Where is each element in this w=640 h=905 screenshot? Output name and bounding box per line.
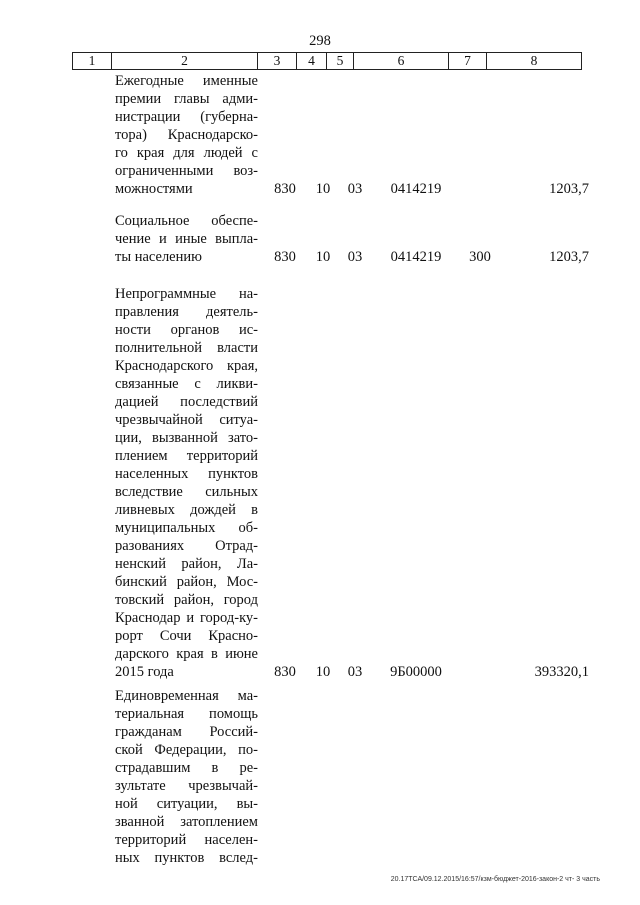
description-line: ты населению — [115, 249, 202, 265]
description-line: дацией последствий — [115, 394, 258, 410]
column-header-3: 3 — [258, 53, 297, 70]
description-line: муниципальных об- — [115, 520, 258, 536]
cell-csr: 9Б00000 — [390, 664, 442, 680]
description-line: Непрограммные на- — [115, 286, 258, 302]
row-description — [115, 212, 258, 266]
description-line: гражданам Россий- — [115, 724, 258, 740]
description-line: тора) Краснодарско- — [115, 127, 258, 143]
description-line: ливневых дождей в — [115, 502, 258, 518]
description-line: бинский район, Мос- — [115, 574, 258, 590]
description-line: связанные с ликви- — [115, 376, 258, 392]
cell-vr: 300 — [469, 249, 491, 265]
description-line: правления деятель- — [115, 304, 258, 320]
description-line: Социальное обеспе- — [115, 213, 258, 229]
cell-ved: 830 — [274, 249, 296, 265]
column-header-6: 6 — [354, 53, 449, 70]
column-header-1: 1 — [73, 53, 112, 70]
description-line: ции, вызванной зато- — [115, 430, 258, 446]
cell-csr: 0414219 — [390, 181, 442, 197]
row-description — [115, 687, 258, 867]
description-line: премии главы адми- — [115, 91, 258, 107]
description-line: ской Федерации, по- — [115, 742, 258, 758]
column-header-4: 4 — [297, 53, 327, 70]
description-line: 2015 года — [115, 664, 174, 680]
description-line: полнительной власти — [115, 340, 258, 356]
description-line: Краснодар и город-ку- — [115, 610, 258, 626]
description-line: Краснодарского края, — [115, 358, 258, 374]
column-header-8: 8 — [487, 53, 582, 70]
column-header-table — [72, 52, 582, 70]
description-line: можностями — [115, 181, 193, 197]
description-line: вследствие сильных — [115, 484, 258, 500]
cell-pr: 03 — [347, 664, 363, 680]
cell-ved: 830 — [274, 664, 296, 680]
cell-ved: 830 — [274, 181, 296, 197]
description-line: Ежегодные именные — [115, 73, 258, 89]
description-line: званной затоплением — [115, 814, 258, 830]
description-line: населенных пунктов — [115, 466, 258, 482]
description-line: разованиях Отрад- — [115, 538, 258, 554]
description-line: зультате чрезвычай- — [115, 778, 258, 794]
description-line: страдавшим в ре- — [115, 760, 258, 776]
description-line: товский район, город — [115, 592, 258, 608]
description-line: чрезвычайной ситуа- — [115, 412, 258, 428]
column-header-2: 2 — [112, 53, 258, 70]
cell-rz: 10 — [315, 181, 331, 197]
description-line: ных пунктов вслед- — [115, 850, 258, 866]
row-description — [115, 285, 258, 681]
description-line: нистрации (губерна- — [115, 109, 258, 125]
cell-pr: 03 — [347, 249, 363, 265]
row-description — [115, 72, 258, 198]
description-line: плением территорий — [115, 448, 258, 464]
cell-rz: 10 — [315, 664, 331, 680]
description-line: ности органов ис- — [115, 322, 258, 338]
description-line: ной ситуации, вы- — [115, 796, 258, 812]
description-line: ограниченными воз- — [115, 163, 258, 179]
page-number: 298 — [309, 33, 331, 49]
column-header-7: 7 — [449, 53, 487, 70]
document-footer: 20.17ТСА/09.12.2015/16:57/кзм-бюджет-2016-закон-2 чт- 3 часть — [390, 876, 600, 883]
description-line: териальная помощь — [115, 706, 258, 722]
cell-amount: 393320,1 — [534, 664, 589, 680]
cell-amount: 1203,7 — [549, 181, 589, 197]
description-line: территорий населен- — [115, 832, 258, 848]
column-header-5: 5 — [327, 53, 354, 70]
cell-csr: 0414219 — [390, 249, 442, 265]
description-line: ненский район, Ла- — [115, 556, 258, 572]
description-line: го края для людей с — [115, 145, 258, 161]
description-line: Единовременная ма- — [115, 688, 258, 704]
cell-rz: 10 — [315, 249, 331, 265]
cell-pr: 03 — [347, 181, 363, 197]
cell-amount: 1203,7 — [549, 249, 589, 265]
description-line: чение и иные выпла- — [115, 231, 258, 247]
description-line: дарского края в июне — [115, 646, 258, 662]
description-line: рорт Сочи Красно- — [115, 628, 258, 644]
